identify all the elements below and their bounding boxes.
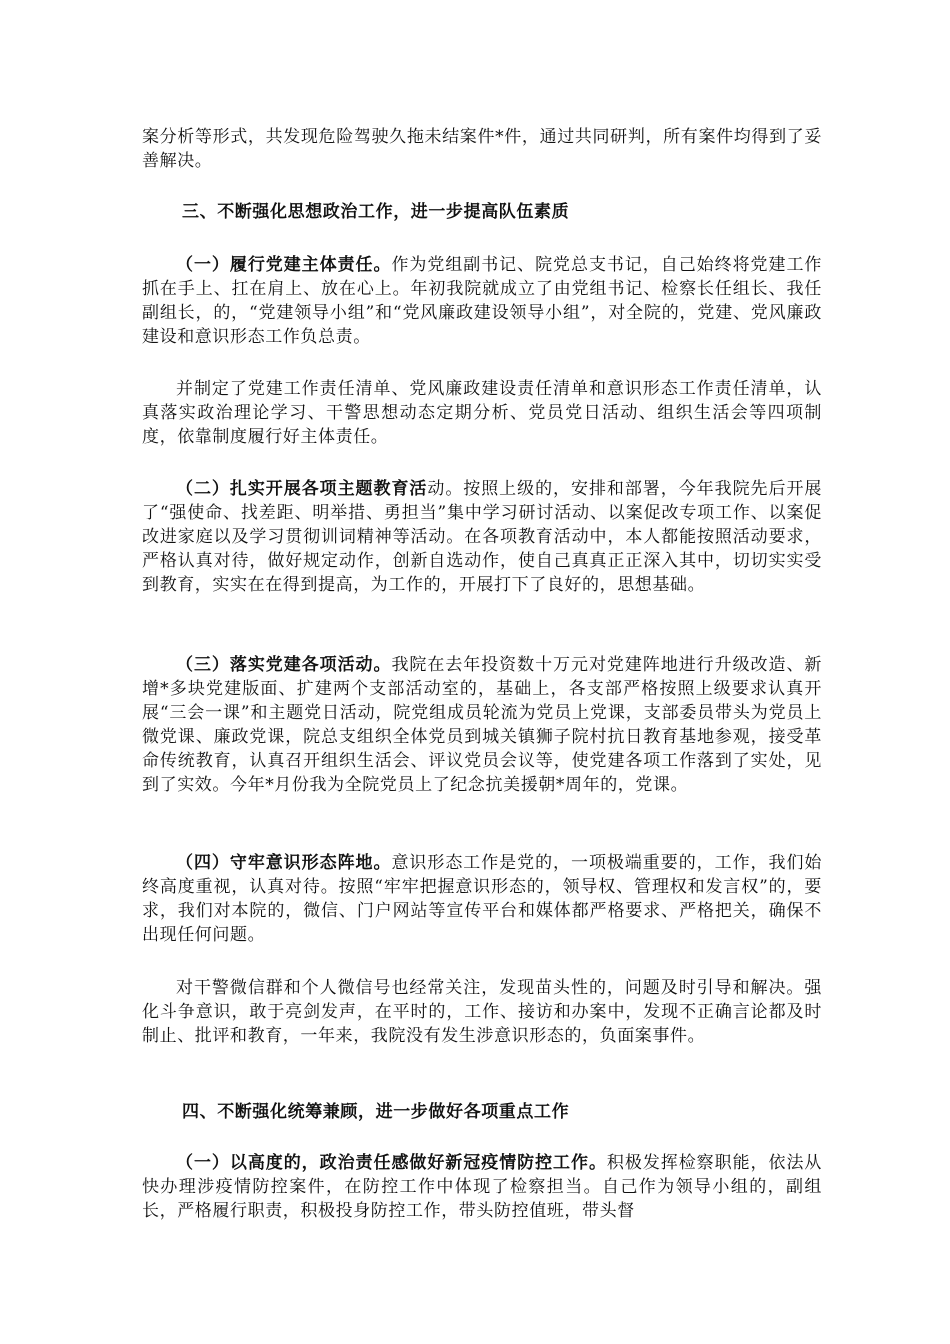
section-heading-4: 四、不断强化统筹兼顾，进一步做好各项重点工作 — [182, 1102, 570, 1122]
paragraph-lead: （四）守牢意识形态阵地。 — [176, 853, 392, 873]
paragraph-body: 意识形态工作是党的，一项极端重要的，工作，我们始终高度重视，认真对待。按照“牢牢把握意识形态的，领导权、管理权和发言权”的，要求，我们对本院的，微信、门户网站等宣传平台和媒体都严格要求、严格把关，确保不出现任何问题。 — [142, 853, 822, 945]
paragraph-responsibility-lists: 并制定了党建工作责任清单、党风廉政建设责任清单和意识形态工作责任清单，认真落实政治理论学习、干警思想动态定期分析、党员党日活动、组织生活会等四项制度，依靠制度履行好主体责任。 — [142, 379, 822, 447]
paragraph-body: 动。按照上级的，安排和部署，今年我院先后开展了“强使命、找差距、明举措、勇担当”集中学习研讨活动、以案促改专项工作、以案促改进家庭以及学习贯彻训词精神等活动。在各项教育活动中，本人都能按照活动要求，严格认真对待，做好规定动作，创新自选动作，使自己真真正正深入其中，切切实实受到教育，实实在在得到提高，为工作的，开展打下了良好的，思想基础。 — [142, 479, 822, 595]
paragraph-continuation: 案分析等形式，共发现危险驾驶久拖未结案件*件，通过共同研判，所有案件均得到了妥善解决。 — [142, 127, 822, 171]
paragraph-body: 作为党组副书记、院党总支书记，自己始终将党建工作抓在手上、扛在肩上、放在心上。年初我院就成立了由党组书记、检察长任组长、我任副组长，的，“党建领导小组”和“党风廉政建设领导小组”，对全院的，党建、党风廉政建设和意识形态工作负总责。 — [142, 255, 822, 347]
paragraph-party-building-responsibility — [142, 253, 822, 349]
paragraph-theme-education — [142, 477, 822, 597]
paragraph-ideology — [142, 851, 822, 947]
paragraph-epidemic-control — [142, 1151, 822, 1223]
paragraph-lead: （一）以高度的，政治责任感做好新冠疫情防控工作。 — [176, 1153, 607, 1173]
paragraph-wechat-monitoring: 对干警微信群和个人微信号也经常关注，发现苗头性的，问题及时引导和解决。强化斗争意识，敢于亮剑发声，在平时的，工作、接访和办案中，发现不正确言论都及时制止、批评和教育，一年来，我院没有发生涉意识形态的，负面案事件。 — [142, 978, 822, 1046]
paragraph-body: 积极发挥检察职能，依法从快办理涉疫情防控案件，在防控工作中体现了检察担当。自己作为领导小组的，副组长，严格履行职责，积极投身防控工作，带头防控值班，带头督 — [142, 1153, 823, 1221]
paragraph-body: 我院在去年投资数十万元对党建阵地进行升级改造、新增*多块党建版面、扩建两个支部活动室的，基础上，各支部严格按照上级要求认真开展“三会一课”和主题党日活动，院党组成员轮流为党员上党课，支部委员带头为党员上微党课、廉政党课，院总支组织全体党员到城关镇狮子院村抗日教育基地参观，接受革命传统教育，认真召开组织生活会、评议党员会议等，使党建各项工作落到了实处，见到了实效。今年*月份我为全院党员上了纪念抗美援朝*周年的，党课。 — [142, 655, 822, 795]
section-heading-3: 三、不断强化思想政治工作，进一步提高队伍素质 — [182, 202, 570, 222]
paragraph-party-activities — [142, 653, 822, 797]
paragraph-lead: （三）落实党建各项活动。 — [176, 655, 392, 675]
paragraph-lead: （二）扎实开展各项主题教育活 — [176, 479, 428, 499]
paragraph-lead: （一）履行党建主体责任。 — [176, 255, 392, 275]
